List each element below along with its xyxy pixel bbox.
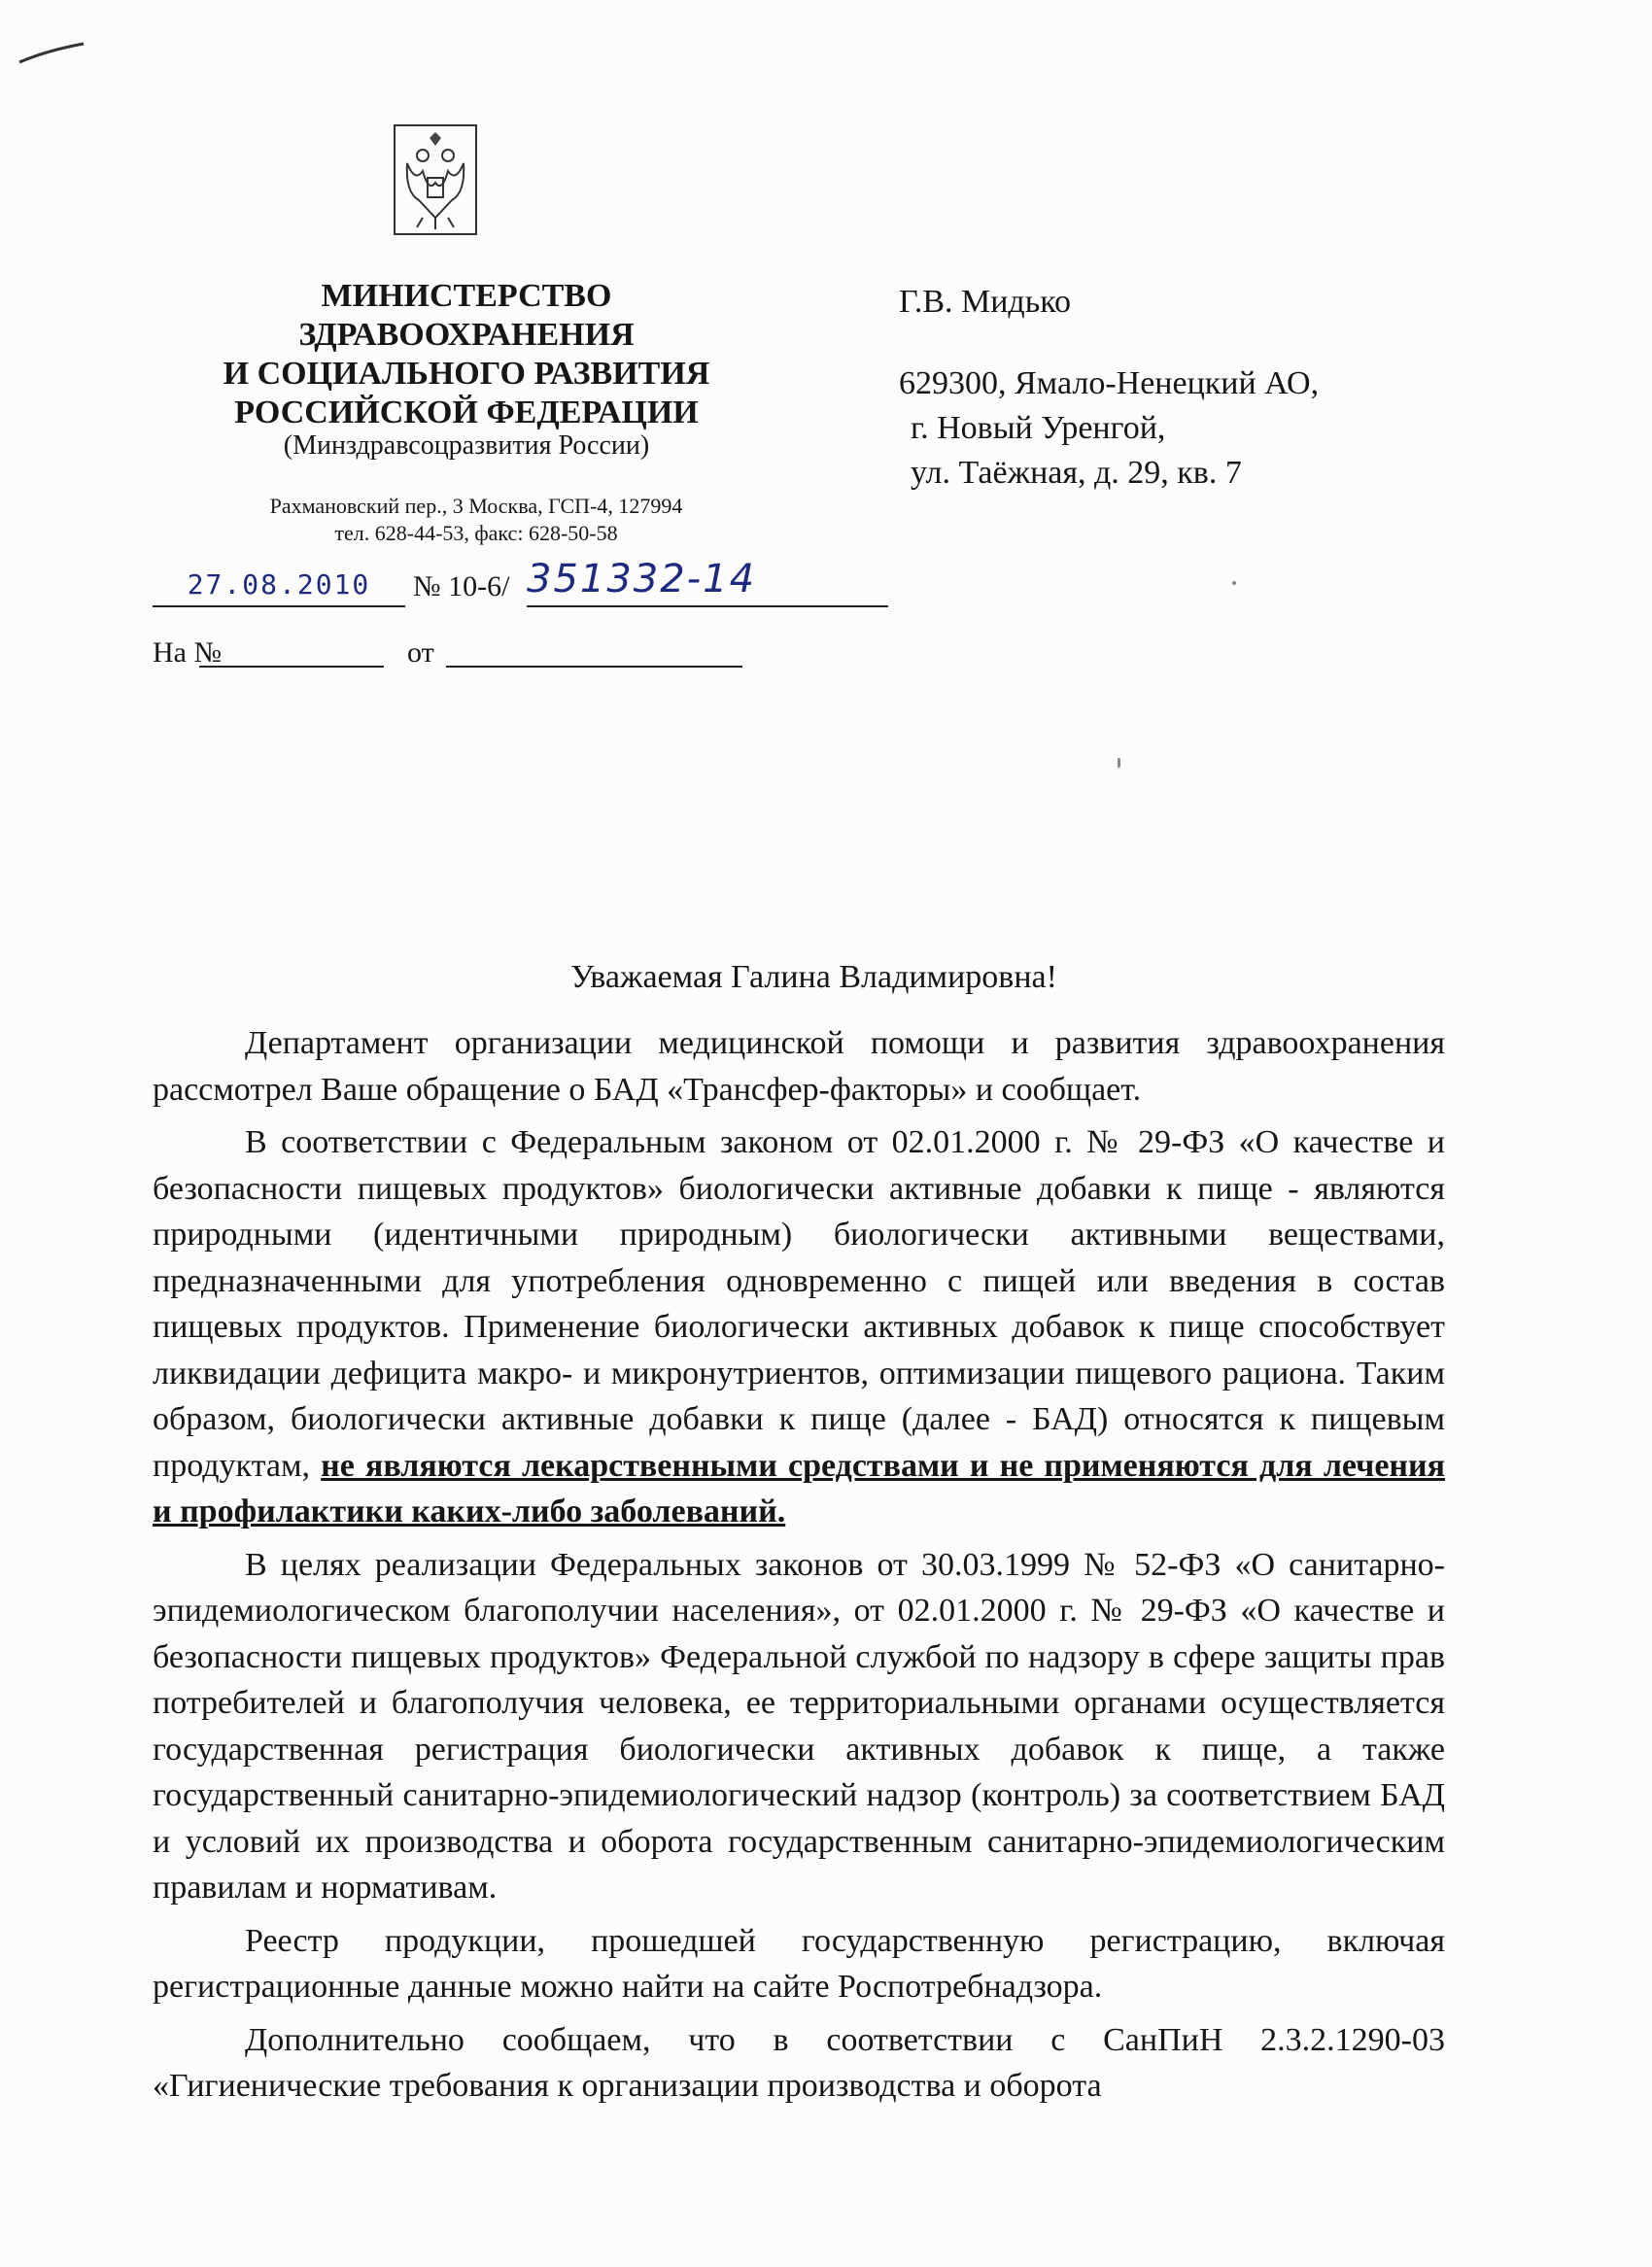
pen-stroke-mark [17,41,86,66]
body-paragraph-5: Дополнительно сообщаем, что в соответствии с СанПиН 2.3.2.1290-03 «Гигиенические требования к организации производства и оборота [153,2021,1445,2104]
ministry-line-3: И СОЦИАЛЬНОГО РАЗВИТИЯ [223,356,710,392]
body-paragraph-4: Реестр продукции, прошедшей государственную регистрацию, включая регистрационные данные можно найти на сайте Роспотребнадзора. [153,1922,1445,2005]
reply-number-blank [199,666,384,668]
outgoing-date: 27.08.2010 [153,568,405,607]
body-paragraph-1: Департамент организации медицинской помощи и развития здравоохранения рассмотрел Ваше обращение о БАД «Трансфер-факторы» и сообщает. [153,1025,1445,1108]
coat-of-arms-icon [394,124,477,235]
ministry-line-1: МИНИСТЕРСТВО [321,278,612,314]
addressee-address-line-2: г. Новый Уренгой, [911,410,1166,446]
reply-from-label: от [407,636,434,669]
ministry-address-line-2: тел. 628-44-53, факс: 628-50-58 [334,521,618,545]
reply-reference-line [153,636,745,675]
addressee-address-line-1: 629300, Ямало-Ненецкий АО, [899,365,1320,401]
ministry-address [224,493,729,547]
salutation: Уважаемая Галина Владимировна! [570,959,1057,995]
addressee-address-line-3: ул. Таёжная, д. 29, кв. 7 [911,455,1242,491]
ministry-short-name: (Минздравсоцразвития России) [283,430,650,461]
outgoing-number: 351332-14 [527,557,888,607]
scan-speck [1118,758,1120,768]
ministry-line-4: РОССИЙСКОЙ ФЕДЕРАЦИИ [234,395,699,430]
addressee-block [899,280,1424,496]
body-paragraph-2 [153,1119,1445,1535]
ministry-address-line-1: Рахмановский пер., 3 Москва, ГСП-4, 127994 [269,494,683,518]
body-paragraph-3: В целях реализации Федеральных законов от 30.03.1999 № 52-ФЗ «О санитарно-эпидемиологическом благополучии населения», от 02.01.2000 г. № 29-ФЗ «О качестве и безопасности пищевых продуктов» Федеральной службой по надзору в сфере защиты прав потребителей и благополучия человека, ее территориальными органами осуществляется государственная регистрация биологически активных добавок к пище, а также государственный санитарно-эпидемиологический надзор (контроль) за соответствием БАД и условий их производства и оборота государственным санитарно-эпидемиологическим правилам и нормативам. [153,1546,1445,1906]
letter-body [153,1020,1445,2116]
body-paragraph-2-text: В соответствии с Федеральным законом от 02.01.2000 г. № 29-ФЗ «О качестве и безопасности пищевых продуктов» биологически активные добавки к пище - являются природными (идентичными природным) биологически активными веществами, предназначенными для употребления одновременно с пищей или введения в состав пищевых продуктов. Применение биологически активных добавок к пище способствует ликвидации дефицита макро- и микронутриентов, оптимизации пищевого рациона. Таким образом, биологически активные добавки к пище (далее - БАД) относятся к пищевым продуктам, [153,1124,1445,1484]
reply-date-blank [446,666,742,668]
body-paragraph-2-emphasis: не являются лекарственными средствами и не применяются для лечения и профилактики каких-либо заболеваний. [153,1447,1445,1529]
scan-speck [1232,581,1236,585]
registration-line [153,557,757,617]
ministry-name [194,277,739,432]
outgoing-number-label: № 10-6/ [413,570,510,602]
addressee-name: Г.В. Мидько [899,284,1072,320]
ministry-line-2: ЗДРАВООХРАНЕНИЯ [298,317,635,353]
reply-number-label: На № [153,636,223,669]
